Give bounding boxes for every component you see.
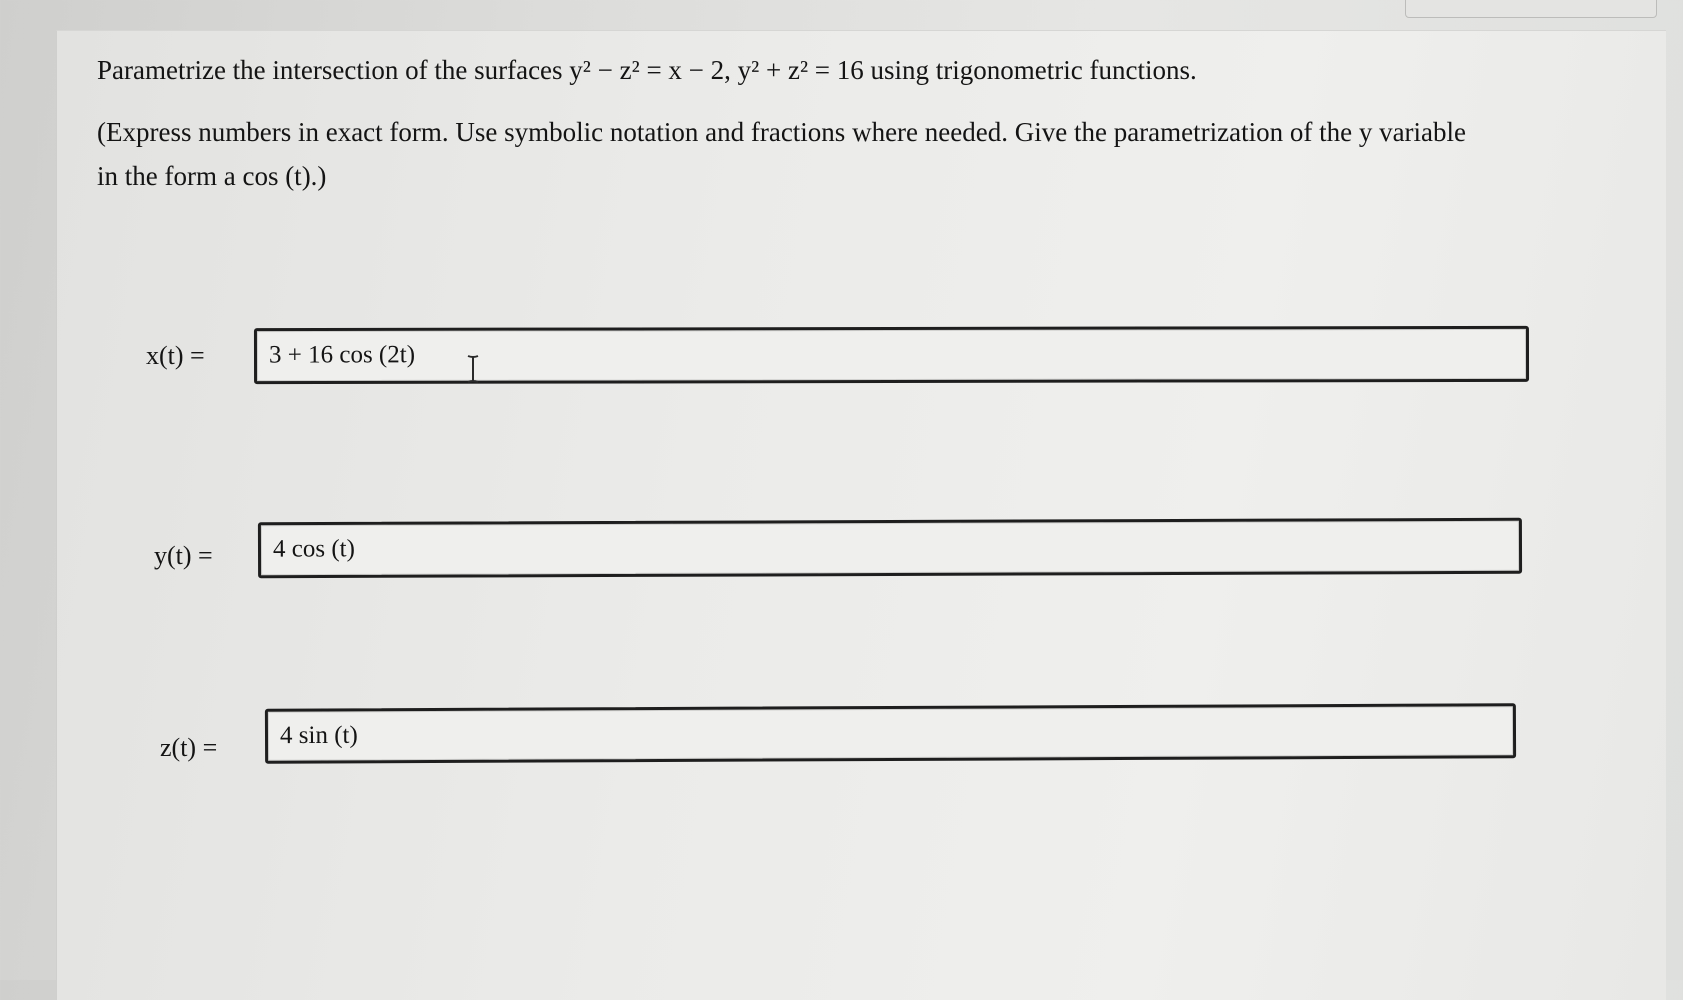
y-t-label: y(t) = — [154, 541, 213, 570]
question-prompt-line-1: Parametrize the intersection of the surfaces y² − z² = x − 2, y² + z² = 16 using trigonometric functions. — [97, 55, 1197, 85]
question-instructions-line-1: (Express numbers in exact form. Use symbolic notation and fractions where needed. Give the parametrization of the y variable — [97, 117, 1467, 147]
x-t-answer-value: 3 + 16 cos (2t) — [268, 341, 416, 369]
i-beam-cursor-icon — [466, 354, 480, 384]
question-instructions-line-2: in the form a cos (t).) — [97, 161, 327, 191]
top-tab — [1405, 0, 1657, 18]
z-t-answer-field[interactable] — [265, 703, 1516, 763]
z-t-answer-value: 4 sin (t) — [279, 721, 358, 749]
y-t-answer-field[interactable] — [258, 518, 1522, 578]
x-t-label: x(t) = — [146, 341, 205, 370]
z-t-label: z(t) = — [160, 733, 218, 762]
y-t-answer-value: 4 cos (t) — [272, 535, 355, 563]
x-t-answer-field[interactable] — [254, 326, 1529, 384]
